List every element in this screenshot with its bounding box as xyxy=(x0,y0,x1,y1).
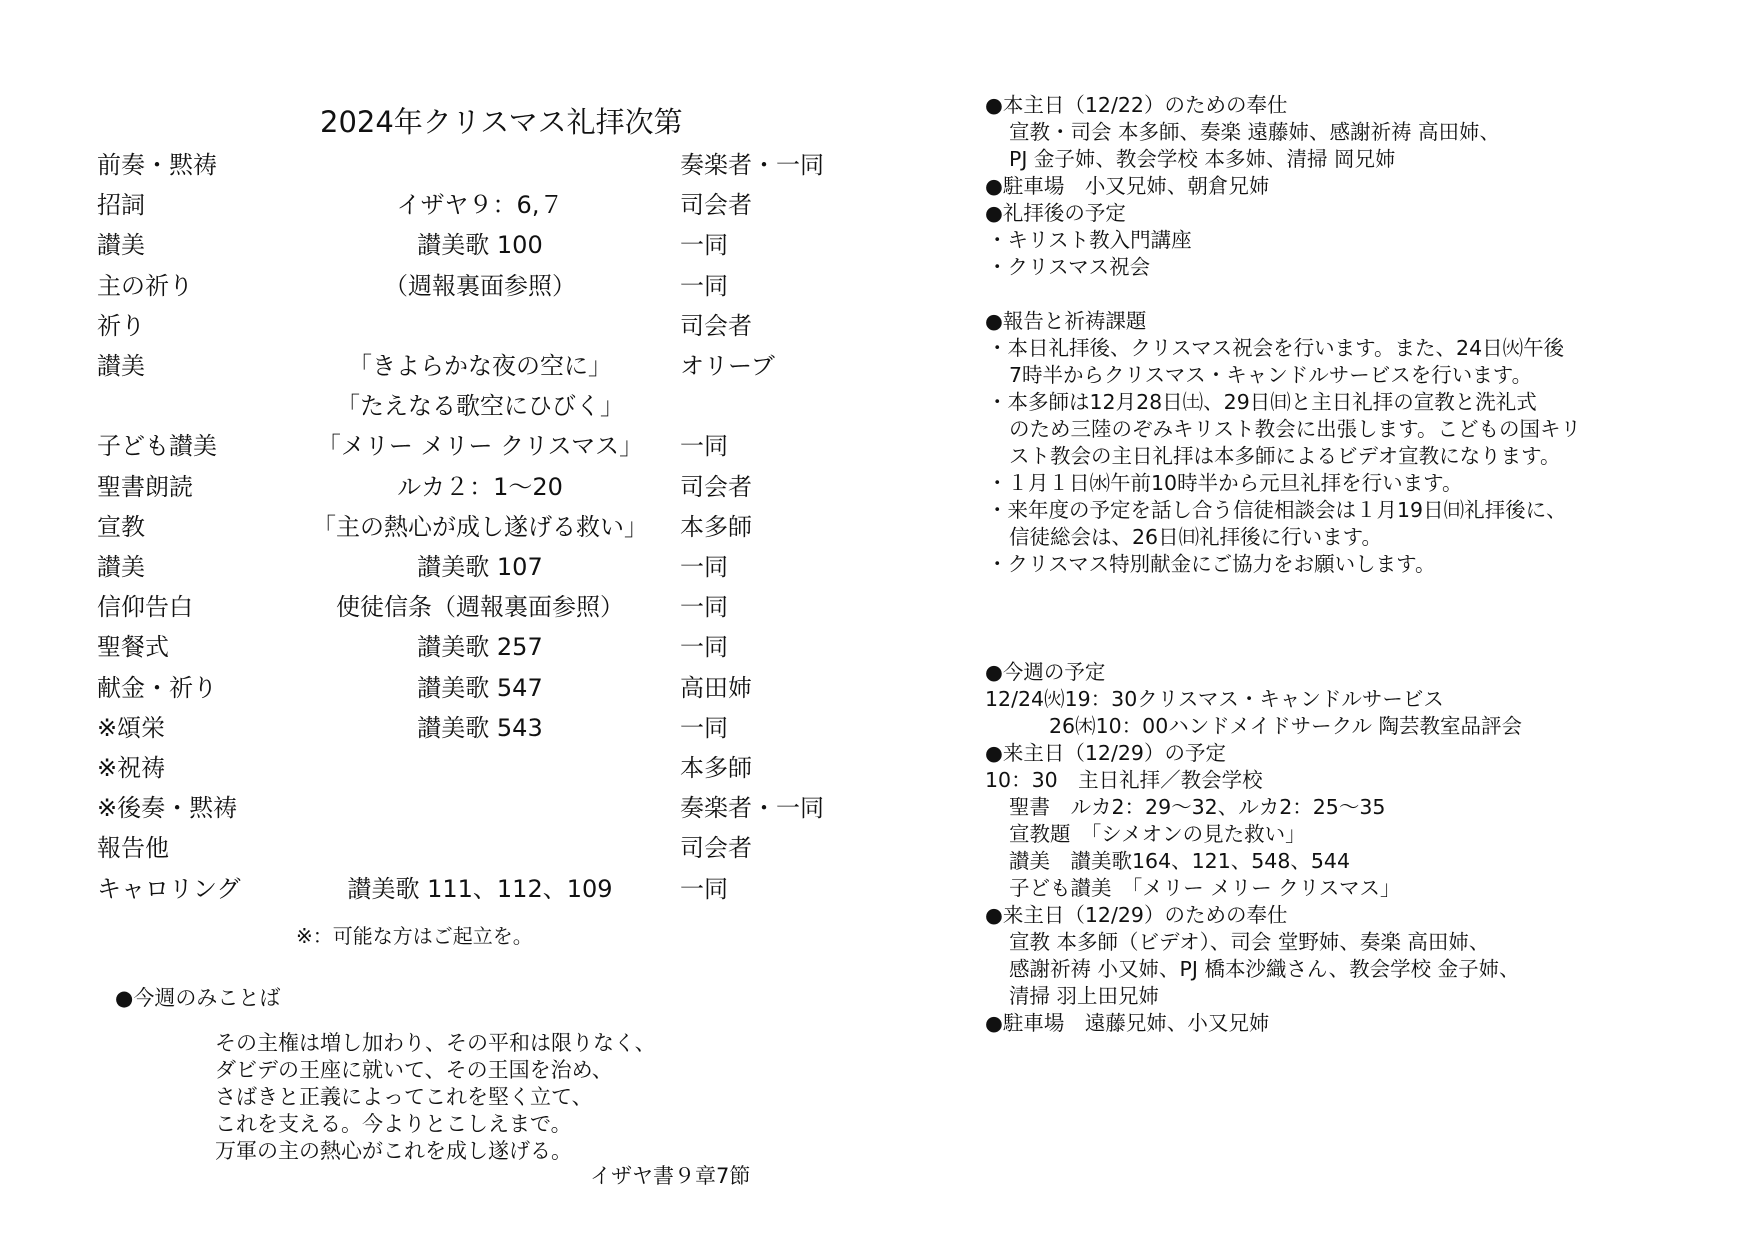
service-row xyxy=(0,587,900,627)
service-item-name: ※祝祷 xyxy=(97,754,166,782)
service-item-detail: 讃美歌 257 xyxy=(417,633,543,662)
service-item-leader: 一同 xyxy=(680,553,728,581)
service-item-leader: オリーブ xyxy=(680,352,775,380)
service-today-heading: ●本主日（12/22）のための奉仕 xyxy=(985,93,1288,117)
service-row xyxy=(0,306,900,346)
report-item: ・クリスマス特別献金にご協力をお願いします。 xyxy=(987,552,1436,576)
service-row xyxy=(0,145,900,185)
service-item-name: キャロリング xyxy=(97,874,241,903)
service-item-detail: 「たえなる歌空にひびく」 xyxy=(336,392,624,421)
service-item-leader: 奏楽者・一同 xyxy=(680,151,824,179)
next-sunday-line: 聖書 ルカ2：29〜32、ルカ2：25〜35 xyxy=(1009,795,1386,819)
service-row xyxy=(0,668,900,708)
service-item-name: 献金・祈り xyxy=(97,673,217,702)
service-item-detail: 「メリー メリー クリスマス」 xyxy=(316,432,644,461)
service-item-name: 主の祈り xyxy=(97,271,193,300)
next-sunday-heading: ●来主日（12/29）の予定 xyxy=(985,741,1226,765)
service-item-leader: 奏楽者・一同 xyxy=(680,794,824,823)
service-item-detail: 使徒信条（週報裏面参照） xyxy=(336,593,624,622)
service-row xyxy=(0,225,900,265)
service-item-detail: （週報裏面参照） xyxy=(384,271,576,300)
reports-list xyxy=(985,335,1705,578)
service-item-detail: 讃美歌 543 xyxy=(417,713,543,742)
service-item-name: 報告他 xyxy=(97,834,169,863)
service-row xyxy=(0,266,900,306)
service-row xyxy=(0,507,900,547)
service-item-leader: 一同 xyxy=(680,432,728,461)
service-item-name: 聖書朗読 xyxy=(97,472,193,501)
verse-line: これを支える。今よりとこしえまで。 xyxy=(215,1112,572,1136)
report-item: ・来年度の予定を話し合う信徒相談会は１月19日㈰礼拝後に、 xyxy=(987,498,1567,522)
service-row xyxy=(0,788,900,828)
service-item-detail: 讃美歌 107 xyxy=(417,553,543,581)
this-week-heading: ●今週の予定 xyxy=(985,660,1106,684)
after-service-heading: ●礼拝後の予定 xyxy=(985,201,1126,225)
service-item-name: ※頌栄 xyxy=(97,713,166,742)
next-service-line: 宣教 本多師（ビデオ）、司会 堂野姉、奏楽 高田姉、 xyxy=(1009,930,1490,954)
report-item-continued: 信徒総会は、26日㈰礼拝後に行います。 xyxy=(1009,525,1382,549)
service-item-leader: 司会者 xyxy=(680,191,752,220)
service-item-leader: 一同 xyxy=(680,633,728,662)
service-item-name: 祈り xyxy=(97,311,145,340)
service-item-leader: 本多師 xyxy=(680,512,752,541)
service-item-leader: 司会者 xyxy=(680,834,752,863)
service-item-detail: 「主の熱心が成し遂げる救い」 xyxy=(312,512,648,541)
next-service-line: 感謝祈祷 小又姉、PJ 橋本沙織さん、教会学校 金子姉、 xyxy=(1009,957,1520,981)
reports-heading: ●報告と祈祷課題 xyxy=(985,309,1147,333)
service-row xyxy=(0,547,900,587)
next-service-heading: ●来主日（12/29）のための奉仕 xyxy=(985,903,1288,927)
service-row xyxy=(0,708,900,748)
service-item-leader: 一同 xyxy=(680,874,728,903)
service-row xyxy=(0,185,900,225)
verse-reference: イザヤ書９章7節 xyxy=(590,1164,751,1188)
next-sunday-line: 讃美 讃美歌164、121、548、544 xyxy=(1009,849,1351,873)
next-sunday-line: 子ども讃美 「メリー メリー クリスマス」 xyxy=(1009,876,1401,900)
report-item-continued: 7時半からクリスマス・キャンドルサービスを行います。 xyxy=(1009,363,1533,387)
service-item-leader: 一同 xyxy=(680,271,728,300)
service-today-line: PJ 金子姉、教会学校 本多姉、清掃 岡兄姉 xyxy=(1009,147,1396,171)
service-row xyxy=(0,748,900,788)
service-row xyxy=(0,467,900,507)
service-item-name: 聖餐式 xyxy=(97,633,169,662)
service-item-leader: 高田姉 xyxy=(680,673,752,702)
service-item-leader: 一同 xyxy=(680,713,728,742)
service-today-line: 宣教・司会 本多師、奏楽 遠藤姉、感謝祈祷 高田姉、 xyxy=(1009,120,1501,144)
service-item-leader: 本多師 xyxy=(680,754,752,782)
verse-line: ダビデの王座に就いて、その王国を治め、 xyxy=(215,1058,613,1082)
service-row xyxy=(0,346,900,386)
service-row xyxy=(0,627,900,667)
report-item-continued: のため三陸のぞみキリスト教会に出張します。こどもの国キリ xyxy=(1009,417,1581,441)
announcements-column xyxy=(985,92,1705,1037)
next-service-line: 清掃 羽上田兄姉 xyxy=(1009,984,1160,1008)
service-item-name: 讃美 xyxy=(97,231,145,260)
service-item-leader: 司会者 xyxy=(680,311,752,340)
after-service-item: ・キリスト教入門講座 xyxy=(987,228,1192,252)
service-row xyxy=(0,386,900,426)
service-item-name: 信仰告白 xyxy=(97,593,193,622)
order-of-service-title: 2024年クリスマス礼拝次第 xyxy=(320,105,683,139)
report-item-continued: スト教会の主日礼拝は本多師によるビデオ宣教になります。 xyxy=(1009,444,1561,468)
service-item-leader: 一同 xyxy=(680,231,728,260)
parking-today: ●駐車場 小又兄姉、朝倉兄姉 xyxy=(985,174,1270,198)
service-row xyxy=(0,426,900,466)
service-item-detail: 「きよらかな夜の空に」 xyxy=(348,352,612,380)
service-item-detail: 讃美歌 547 xyxy=(417,673,543,702)
service-row xyxy=(0,869,900,909)
service-item-detail: 讃美歌 100 xyxy=(417,231,543,260)
service-item-name: 讃美 xyxy=(97,553,145,581)
verse-line: さばきと正義によってこれを堅く立て、 xyxy=(215,1085,593,1109)
service-item-leader: 一同 xyxy=(680,593,728,622)
service-item-name: 招詞 xyxy=(97,191,145,220)
verse-line: その主権は増し加わり、その平和は限りなく、 xyxy=(215,1031,656,1055)
after-service-item: ・クリスマス祝会 xyxy=(987,255,1151,279)
verse-text xyxy=(215,1030,656,1165)
verse-line: 万軍の主の熱心がこれを成し遂げる。 xyxy=(215,1139,572,1163)
service-item-name: 讃美 xyxy=(97,352,145,380)
service-item-name: ※後奏・黙祷 xyxy=(97,794,238,823)
service-item-detail: イザヤ９：6,７ xyxy=(396,191,564,220)
verse-heading: ●今週のみことば xyxy=(115,986,281,1010)
report-item: ・本日礼拝後、クリスマス祝会を行います。また、24日㈫午後 xyxy=(987,336,1565,360)
this-week-line: 12/24㈫19：30クリスマス・キャンドルサービス xyxy=(985,687,1444,711)
next-sunday-line: 宣教題 「シメオンの見た救い」 xyxy=(1009,822,1306,846)
report-item: ・１月１日㈬午前10時半から元旦礼拝を行います。 xyxy=(987,471,1463,495)
service-row xyxy=(0,828,900,868)
next-sunday-time: 10：30 主日礼拝／教会学校 xyxy=(985,768,1263,792)
stand-note: ※：可能な方はご起立を。 xyxy=(296,924,533,948)
this-week-line: 26㈭10：00ハンドメイドサークル 陶芸教室品評会 xyxy=(1049,714,1523,738)
service-item-name: 子ども讃美 xyxy=(97,432,217,461)
service-item-detail: 讃美歌 111、112、109 xyxy=(347,874,613,903)
parking-next: ●駐車場 遠藤兄姉、小又兄姉 xyxy=(985,1011,1270,1035)
service-item-name: 宣教 xyxy=(97,512,145,541)
service-item-name: 前奏・黙祷 xyxy=(97,151,217,179)
service-item-detail: ルカ２：1〜20 xyxy=(397,472,563,501)
service-item-leader: 司会者 xyxy=(680,472,752,501)
report-item: ・本多師は12月28日㈯、29日㈰と主日礼拝の宣教と洗礼式 xyxy=(987,390,1537,414)
